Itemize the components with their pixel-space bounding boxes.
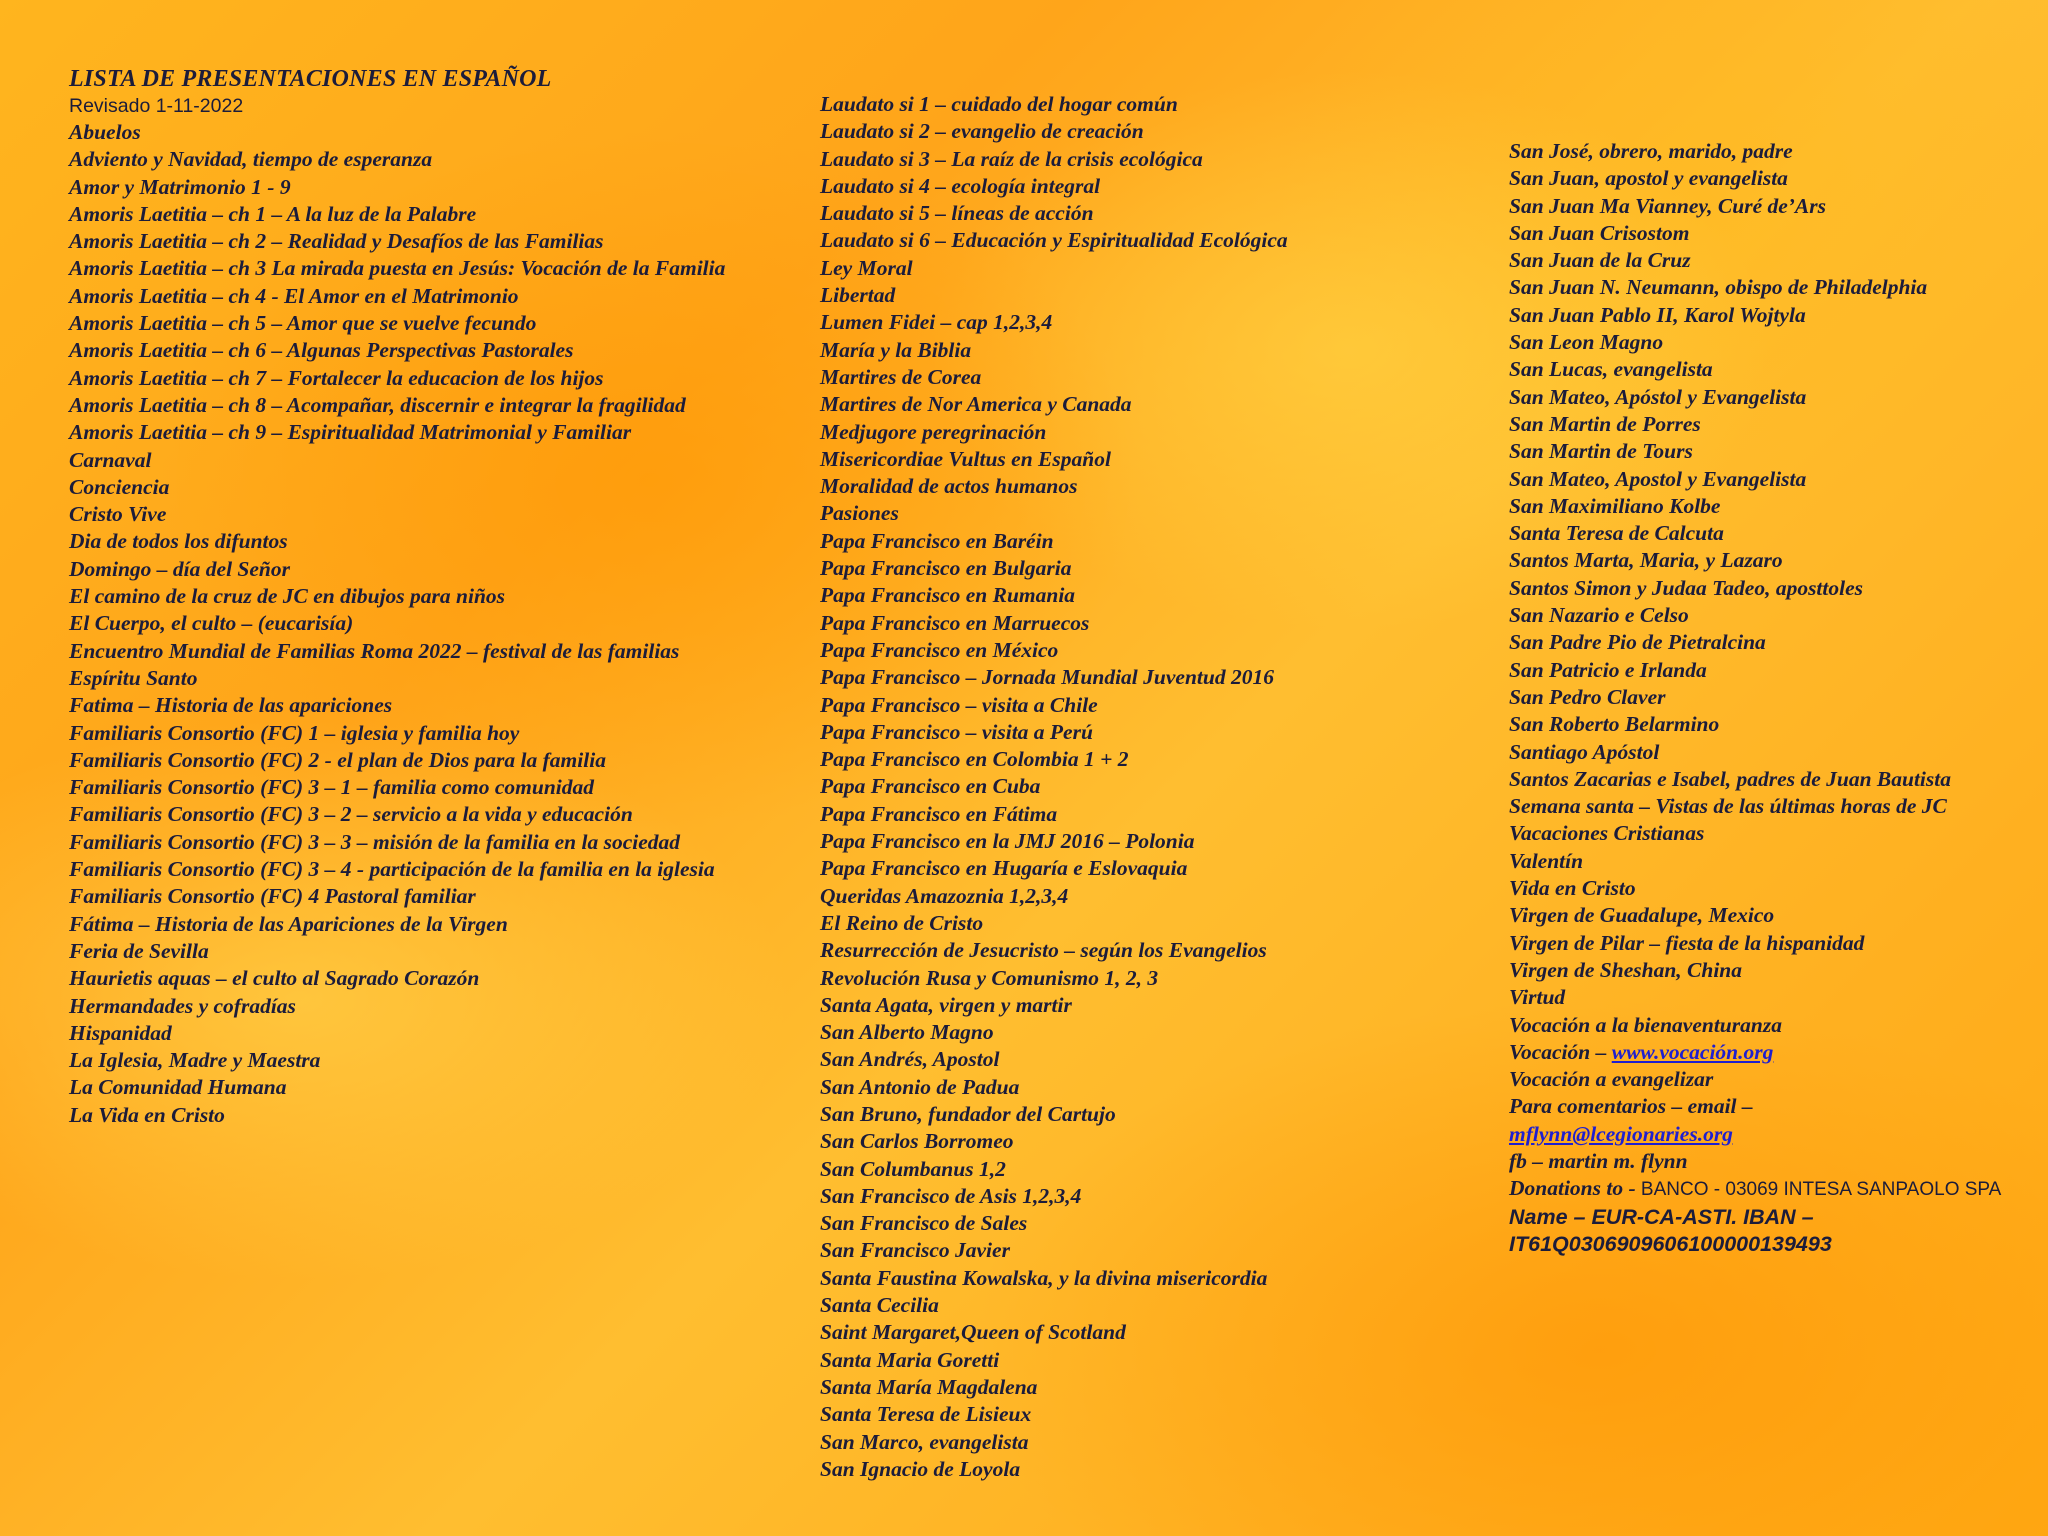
presentation-item: Papa Francisco en Hugaría e Eslovaquia [820,856,1188,881]
presentation-item: San Juan Pablo II, Karol Wojtyla [1509,302,1806,327]
presentation-item: Revolución Rusa y Comunismo 1, 2, 3 [820,965,1159,990]
presentation-item: Hispanidad [69,1020,172,1045]
presentation-item: San Francisco de Sales [820,1211,1028,1236]
email-line [1509,1121,2009,1148]
presentation-item: San Roberto Belarmino [1509,712,1720,737]
presentation-item: Virgen de Sheshan, China [1509,957,1743,982]
presentation-item: Familiaris Consortio (FC) 1 – iglesia y familia hoy [69,720,520,745]
presentation-item: Amor y Matrimonio 1 - 9 [69,174,291,199]
presentation-item: Papa Francisco en Rumania [820,583,1076,608]
presentation-item: San Francisco de Asis 1,2,3,4 [820,1183,1082,1208]
vocacion-link-line [1509,1039,2009,1066]
presentation-item: Virtud [1509,985,1566,1010]
presentation-item: Semana santa – Vistas de las últimas horas de JC [1509,794,1947,819]
presentation-item: San Columbanus 1,2 [820,1156,1006,1181]
presentation-item: Laudato si 3 – La raíz de la crisis ecológica [820,146,1203,171]
presentation-item: Encuentro Mundial de Familias Roma 2022 – festival de las familias [69,638,680,663]
presentation-item: La Comunidad Humana [69,1075,287,1100]
presentation-item: Hermandades y cofradías [69,993,296,1018]
presentation-item: San Martin de Tours [1509,439,1693,464]
revised-date: Revisado 1-11-2022 [69,95,244,117]
presentation-item: San Leon Magno [1509,330,1664,355]
presentation-item: San Mateo, Apóstol y Evangelista [1509,384,1807,409]
presentation-item: San Patricio e Irlanda [1509,657,1707,682]
presentation-item: Papa Francisco – Jornada Mundial Juventud 2016 [820,665,1274,690]
presentation-item: Amoris Laetitia – ch 7 – Fortalecer la educacion de los hijos [69,365,604,390]
column-1 [69,64,749,1129]
column-2 [820,91,1460,1483]
presentation-item: Amoris Laetitia – ch 1 – A la luz de la Palabre [69,201,477,226]
presentation-item: Amoris Laetitia – ch 9 – Espiritualidad Matrimonial y Familiar [69,420,632,445]
donations-line [1509,1175,2009,1203]
presentation-item: Santa María Magdalena [820,1374,1038,1399]
iban-number: IT61Q0306909606100000139493 [1509,1231,1832,1256]
presentation-item: Virgen de Guadalupe, Mexico [1509,903,1775,928]
presentation-item: Martires de Corea [820,364,982,389]
presentation-item: Papa Francisco en Fátima [820,801,1058,826]
presentation-item: San Mateo, Apostol y Evangelista [1509,466,1807,491]
presentation-item: Amoris Laetitia – ch 6 – Algunas Perspectivas Pastorales [69,338,574,363]
presentation-item: Martires de Nor America y Canada [820,392,1132,417]
presentation-item: Haurietis aquas – el culto al Sagrado Corazón [69,966,480,991]
presentation-item: San Padre Pio de Pietralcina [1509,630,1766,655]
presentation-item: El Reino de Cristo [820,910,984,935]
presentation-item: Papa Francisco en México [820,637,1059,662]
presentation-item: San Juan de la Cruz [1509,248,1691,273]
presentation-item: Vida en Cristo [1509,876,1636,901]
presentation-item: Santa Teresa de Lisieux [820,1402,1032,1427]
presentation-list-1 [69,119,749,1129]
contact-info [1509,1039,2009,1258]
column-3 [1509,138,2009,1258]
presentation-item: Laudato si 1 – cuidado del hogar común [820,92,1178,116]
presentation-item: Fátima – Historia de las Apariciones de la Virgen [69,911,508,936]
presentation-item: Laudato si 5 – líneas de acción [820,201,1094,226]
presentation-item: El camino de la cruz de JC en dibujos para niños [69,584,506,609]
presentation-item: La Iglesia, Madre y Maestra [69,1048,321,1073]
vocacion-evangelizar-item: Vocación a evangelizar [1509,1067,1714,1092]
presentation-item: Libertad [820,283,896,308]
presentation-item: Santos Marta, Maria, y Lazaro [1509,548,1783,573]
email-link[interactable]: mflynn@lcegionaries.org [1509,1121,1733,1146]
presentation-item: Conciencia [69,474,170,499]
presentation-item: San Juan Crisostom [1509,220,1690,245]
presentation-item: Resurrección de Jesucristo – según los Evangelios [820,938,1267,963]
presentation-item: San Maximiliano Kolbe [1509,493,1721,518]
presentation-item: Santa Maria Goretti [820,1347,1000,1372]
presentation-item: Abuelos [69,120,141,144]
presentation-item: Laudato si 2 – evangelio de creación [820,119,1144,144]
presentation-item: Misericordiae Vultus en Español [820,446,1111,471]
presentation-item: San Antonio de Padua [820,1074,1020,1099]
presentation-item: Familiaris Consortio (FC) 2 - el plan de Dios para la familia [69,747,606,772]
presentation-item: San Andrés, Apostol [820,1047,1000,1072]
presentation-item: Santa Agata, virgen y martir [820,992,1072,1017]
presentation-item: Queridas Amazoznia 1,2,3,4 [820,883,1069,908]
presentation-item: Santa Cecilia [820,1293,939,1318]
presentation-item: Pasiones [820,501,899,526]
presentation-item: Saint Margaret,Queen of Scotland [820,1320,1126,1345]
presentation-item: Familiaris Consortio (FC) 4 Pastoral familiar [69,884,476,909]
vocacion-website-link[interactable]: www.vocación.org [1611,1039,1774,1064]
presentation-item: El Cuerpo, el culto – (eucarisía) [69,611,354,636]
presentation-item: Papa Francisco en Marruecos [820,610,1090,635]
presentation-list-3 [1509,138,2009,1039]
presentation-item: Amoris Laetitia – ch 8 – Acompañar, discernir e integrar la fragilidad [69,392,686,417]
presentation-item: San Pedro Claver [1509,684,1666,709]
presentation-item: San Martin de Porres [1509,411,1701,436]
presentation-item: San Juan N. Neumann, obispo de Philadelphia [1509,275,1928,300]
presentation-item: Santos Simon y Judaa Tadeo, aposttoles [1509,575,1864,600]
presentation-item: Domingo – día del Señor [69,556,290,581]
presentation-item: Santa Teresa de Calcuta [1509,521,1724,546]
presentation-item: San Juan Ma Vianney, Curé de’Ars [1509,193,1827,218]
presentation-item: San Juan, apostol y evangelista [1509,166,1788,191]
presentation-item: Papa Francisco – visita a Perú [820,719,1093,744]
presentation-item: Cristo Vive [69,502,167,527]
presentation-item: Familiaris Consortio (FC) 3 – 2 – servicio a la vida y educación [69,802,633,827]
presentation-item: Adviento y Navidad, tiempo de esperanza [69,147,433,172]
presentation-item: Virgen de Pilar – fiesta de la hispanidad [1509,930,1865,955]
presentation-list-2 [820,91,1460,1483]
presentation-item: Amoris Laetitia – ch 4 - El Amor en el Matrimonio [69,283,519,308]
presentation-item: Carnaval [69,447,152,472]
presentation-item: Papa Francisco en Baréin [820,528,1054,553]
presentation-item: Medjugore peregrinación [820,419,1047,444]
presentation-item: San Lucas, evangelista [1509,357,1713,382]
presentation-item: Dia de todos los difuntos [69,529,288,554]
presentation-item: Papa Francisco en Bulgaria [820,556,1072,581]
presentation-item: San José, obrero, marido, padre [1509,139,1793,163]
comments-label: Para comentarios – email – [1509,1094,1753,1119]
presentation-item: Familiaris Consortio (FC) 3 – 3 – misión de la familia en la sociedad [69,829,681,854]
presentation-item: Amoris Laetitia – ch 5 – Amor que se vuelve fecundo [69,311,537,336]
presentation-item: Fatima – Historia de las apariciones [69,693,393,718]
presentation-item: Lumen Fidei – cap 1,2,3,4 [820,310,1053,335]
presentation-item: Amoris Laetitia – ch 3 La mirada puesta en Jesús: Vocación de la Familia [69,256,726,281]
presentation-item: Papa Francisco – visita a Chile [820,692,1098,717]
presentation-item: Ley Moral [820,255,913,280]
presentation-item: San Francisco Javier [820,1238,1010,1263]
presentation-item: Moralidad de actos humanos [820,474,1078,499]
presentation-item: Espíritu Santo [69,665,198,690]
presentation-item: María y la Biblia [820,337,972,362]
presentation-item: Familiaris Consortio (FC) 3 – 4 - participación de la familia en la iglesia [69,857,715,882]
presentation-item: Santa Faustina Kowalska, y la divina misericordia [820,1265,1268,1290]
presentation-item: San Bruno, fundador del Cartujo [820,1101,1116,1126]
presentation-item: Vocación a la bienaventuranza [1509,1012,1782,1037]
donations-label: Donations to - [1509,1176,1636,1201]
presentation-item: Santos Zacarias e Isabel, padres de Juan Bautista [1509,766,1951,791]
presentation-item: San Alberto Magno [820,1020,994,1045]
presentation-item: Amoris Laetitia – ch 2 – Realidad y Desafíos de las Familias [69,229,604,254]
facebook-line: fb – martin m. flynn [1509,1148,1688,1173]
account-name-line: Name – EUR-CA-ASTI. IBAN – [1509,1204,1814,1229]
presentation-item: San Nazario e Celso [1509,603,1689,628]
presentation-item: San Ignacio de Loyola [820,1456,1021,1481]
presentation-item: Santiago Apóstol [1509,739,1660,764]
presentation-item: Familiaris Consortio (FC) 3 – 1 – familia como comunidad [69,775,595,800]
presentation-item: Papa Francisco en Cuba [820,774,1041,799]
presentation-item: Papa Francisco en Colombia 1 + 2 [820,747,1129,772]
presentation-item: La Vida en Cristo [69,1102,225,1127]
presentation-item: San Carlos Borromeo [820,1129,1014,1154]
presentation-item: Feria de Sevilla [69,938,209,963]
page-title: LISTA DE PRESENTACIONES EN ESPAÑOL [69,66,552,92]
bank-name: BANCO - 03069 INTESA SANPAOLO SPA [1635,1179,2002,1201]
presentation-item: San Marco, evangelista [820,1429,1029,1454]
presentation-item: Laudato si 4 – ecología integral [820,173,1101,198]
presentation-item: Vacaciones Cristianas [1509,821,1705,846]
presentation-item: Papa Francisco en la JMJ 2016 – Polonia [820,829,1195,854]
vocacion-label: Vocación – [1509,1039,1612,1064]
presentation-item: Laudato si 6 – Educación y Espiritualidad Ecológica [820,228,1288,253]
presentation-item: Valentín [1509,848,1584,873]
